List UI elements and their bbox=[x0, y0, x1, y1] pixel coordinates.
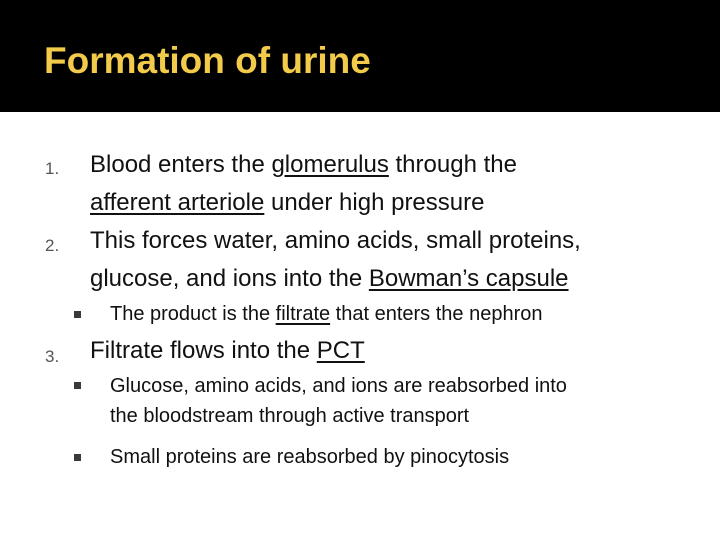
bullet-icon bbox=[74, 454, 81, 461]
pct-term: PCT bbox=[316, 337, 365, 364]
item-number-2: 2. bbox=[45, 236, 60, 255]
item-number-1: 1. bbox=[45, 159, 60, 178]
text-span: through the bbox=[388, 151, 517, 178]
bullet-icon bbox=[74, 311, 81, 318]
text-span: The product is the bbox=[110, 303, 276, 325]
text-span: Small proteins are reabsorbed by pinocytosis bbox=[110, 446, 510, 468]
text-span: under high pressure bbox=[264, 189, 485, 216]
afferent-arteriole-term: afferent arteriole bbox=[90, 189, 265, 216]
list-item-1-line-2 bbox=[90, 184, 484, 222]
filtrate-term: filtrate bbox=[275, 303, 331, 325]
list-item-3-line-1 bbox=[90, 332, 365, 370]
text-span: This forces water, amino acids, small proteins, bbox=[90, 227, 581, 254]
list-item-2-line-1 bbox=[90, 222, 581, 260]
title-bar bbox=[0, 0, 720, 112]
bowmans-capsule-term: Bowman’s capsule bbox=[368, 265, 569, 292]
sub-item-reabsorption-line-1: Glucose, amino acids, and ions are reabsorbed into bbox=[110, 375, 567, 397]
sub-item-pinocytosis bbox=[110, 442, 509, 473]
list-item-1-line-1 bbox=[90, 146, 517, 184]
text-span: Filtrate flows into the bbox=[90, 337, 317, 364]
sub-item-filtrate bbox=[110, 299, 543, 330]
bullet-icon bbox=[74, 382, 81, 389]
sub-item-reabsorption-line-2: the bloodstream through active transport bbox=[110, 405, 470, 427]
glomerulus-term: glomerulus bbox=[271, 151, 389, 178]
list-item-2-line-2 bbox=[90, 260, 569, 298]
text-span: Blood enters the bbox=[90, 151, 272, 178]
item-number-3: 3. bbox=[45, 347, 60, 366]
slide-title: Formation of urine bbox=[44, 40, 371, 81]
slide-content bbox=[0, 112, 720, 540]
text-span: that enters the nephron bbox=[330, 303, 543, 325]
text-span: glucose, and ions into the bbox=[90, 265, 369, 292]
